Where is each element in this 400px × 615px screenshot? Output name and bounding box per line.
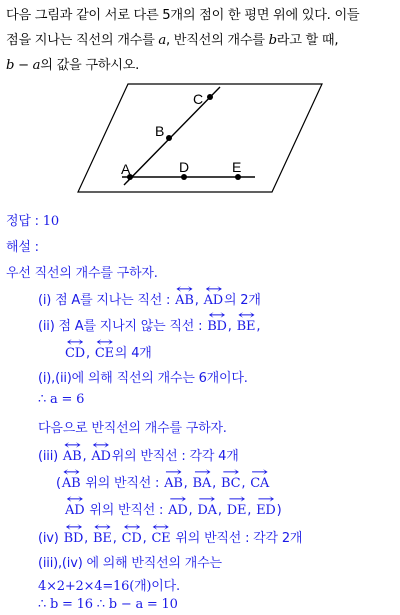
rays-on-ab: (↔ AB 위의 반직선 : → AB, → BA, → BC, → CA: [56, 472, 270, 491]
geometry-figure: [0, 0, 400, 205]
ray-symbol-ed: → ED: [255, 503, 277, 518]
expression-b-minus-a: b − a: [6, 58, 41, 73]
label-a: A: [121, 161, 131, 177]
line-symbol-ad: ↔ AD: [203, 293, 224, 308]
line-symbol-ab: ↔ AB: [174, 293, 195, 308]
ray-symbol-ba: → BA: [192, 476, 213, 491]
label-e: E: [232, 159, 242, 175]
answer-value: 10: [42, 214, 59, 229]
case-iv: (iv) ↔ BD, ↔ BE, ↔ CD, ↔ CE 위의 반직선 : 각각 2개: [38, 527, 302, 546]
line-symbol-ad-2: ↔ AD: [90, 449, 111, 464]
case-iv-prefix: (iv): [38, 531, 63, 546]
line-symbol-be-2: ↔ BE: [92, 531, 113, 546]
line-symbol-ce: ↔ CE: [94, 346, 115, 361]
case-ii: [38, 315, 260, 334]
line-ac: [124, 87, 220, 185]
ray-symbol-da: → DA: [196, 503, 217, 518]
line-symbol-be: ↔ BE: [236, 319, 257, 334]
rays-on-ab-mid: 위의 반직선 :: [81, 476, 164, 491]
ray-symbol-ca: → CA: [249, 476, 270, 491]
line-symbol-bd-2: ↔ BD: [63, 531, 85, 546]
case-i-prefix: (i) 점 A를 지나는 직선 :: [38, 293, 175, 308]
point-b: [166, 135, 172, 141]
sum-rays: (iii),(iv) 에 의해 반직선의 개수는: [38, 556, 222, 571]
line-symbol-ce-2: ↔ CE: [150, 531, 171, 546]
point-c: [207, 94, 213, 100]
answer-label: 정답 :: [6, 214, 39, 229]
line-symbol-ad-3: ↔ AD: [64, 503, 85, 518]
lines-intro: 우선 직선의 개수를 구하자.: [6, 266, 158, 281]
line-symbol-bd: ↔ BD: [206, 319, 228, 334]
question-line-2-prefix: 점을 지나는 직선의 개수를: [6, 33, 159, 48]
case-ii-sep-2: ,: [256, 319, 261, 334]
question-line-2-mid: , 반직선의 개수를: [165, 33, 269, 48]
final-result: ∴ b = 16 ∴ b − a = 10: [38, 597, 178, 612]
rays-intro: 다음으로 반직선의 개수를 구하자.: [38, 421, 227, 436]
a-result: ∴ a = 6: [38, 392, 85, 407]
paren-close: ): [276, 503, 282, 518]
line-symbol-ab-2: ↔ AB: [62, 449, 83, 464]
label-b: B: [155, 123, 165, 139]
label-d: D: [179, 159, 190, 175]
sum-lines: (i),(ii)에 의해 직선의 개수는 6개이다.: [38, 371, 248, 386]
variable-a: a: [158, 33, 166, 48]
line-symbol-cd: ↔ CD: [64, 346, 86, 361]
question-line-1: 다음 그림과 같이 서로 다른 5개의 점이 한 평면 위에 있다. 이들: [6, 8, 360, 23]
ray-symbol-de: → DE: [226, 503, 248, 518]
case-iii-prefix: (iii): [38, 449, 62, 464]
rays-on-ad-mid: 위의 반직선 :: [85, 503, 168, 518]
paren-open: (: [56, 476, 61, 491]
case-i: [38, 289, 261, 308]
rays-on-ad: ↔ AD 위의 반직선 : → AD, → DA, → DE, → ED): [64, 499, 282, 518]
ray-calculation: 4×2+2×4=16(개)이다.: [38, 579, 180, 594]
label-c: C: [193, 91, 204, 107]
explanation-label: 해설 :: [6, 240, 39, 255]
case-ii-sep-3: ,: [85, 346, 94, 361]
ray-symbol-ab: → AB: [163, 476, 184, 491]
case-i-sep: ,: [194, 293, 203, 308]
case-iii: [38, 445, 239, 464]
question-line-2-suffix: 라고 할 때,: [276, 33, 339, 48]
case-iii-suffix: 위의 반직선 : 각각 4개: [111, 449, 239, 464]
line-symbol-cd-2: ↔ CD: [121, 531, 143, 546]
case-i-suffix: 의 2개: [223, 293, 261, 308]
ray-symbol-ad: → AD: [167, 503, 188, 518]
case-iii-sep: ,: [82, 449, 91, 464]
case-ii-sep-1: ,: [227, 319, 236, 334]
case-iv-suffix: 위의 반직선 : 각각 2개: [171, 531, 303, 546]
variable-b: b: [268, 33, 277, 48]
case-ii-cont: [64, 342, 152, 361]
line-symbol-ab-3: ↔ AB: [61, 476, 82, 491]
case-ii-suffix: 의 4개: [114, 346, 152, 361]
case-ii-prefix: (ii) 점 A를 지나지 않는 직선 :: [38, 319, 207, 334]
answer-row: [6, 210, 59, 229]
question-line-3-suffix: 의 값을 구하시오.: [40, 58, 139, 73]
ray-symbol-bc: → BC: [220, 476, 241, 491]
